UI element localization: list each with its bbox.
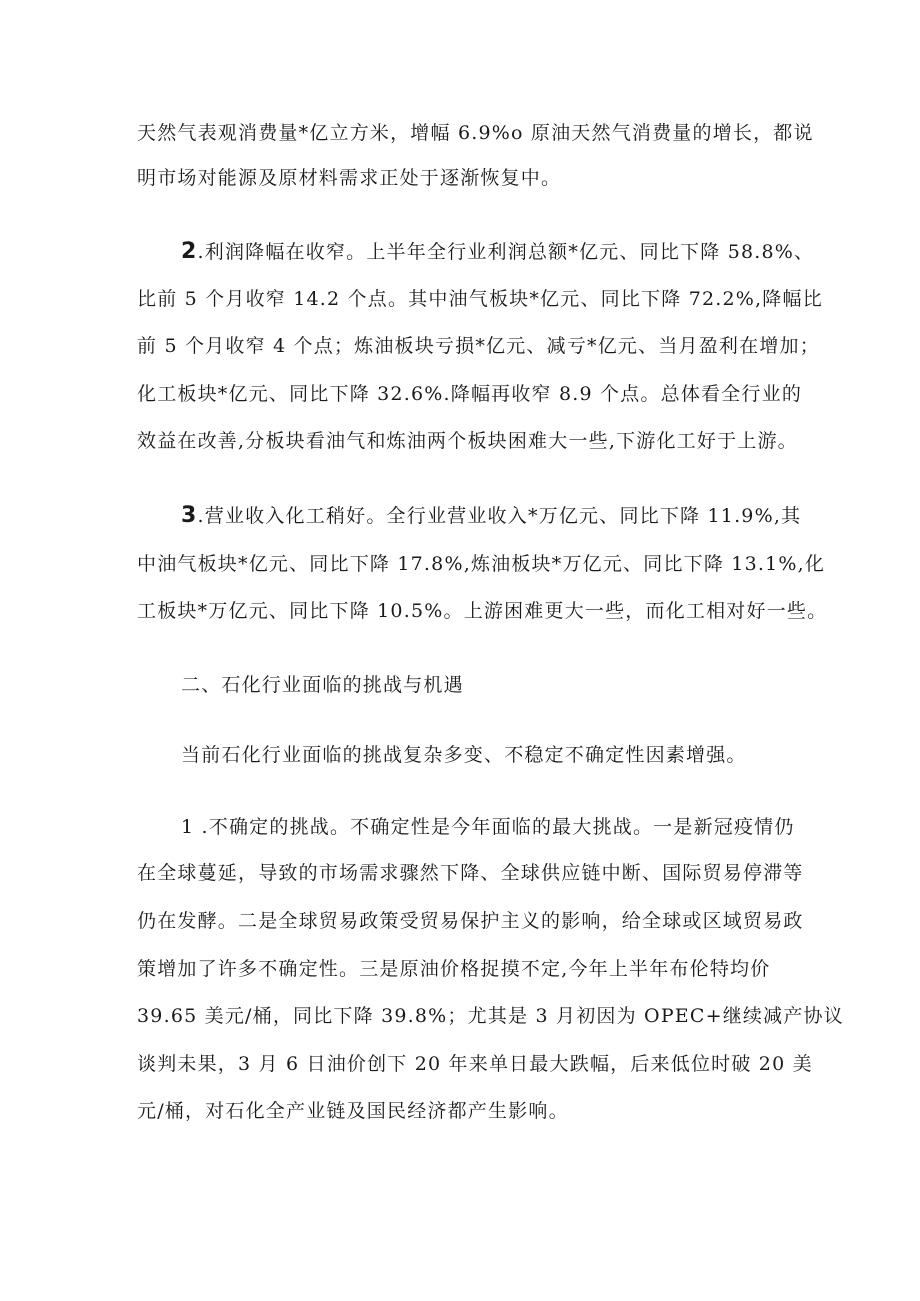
paragraph-3-first-line-text: .营业收入化工稍好。全行业营业收入*万亿元、同比下降 11.9%,其 (197, 505, 802, 527)
paragraph-2-first-line-text: .利润降幅在收窄。上半年全行业利润总额*亿元、同比下降 58.8%、 (197, 241, 815, 263)
section-heading: 二、石化行业面临的挑战与机遇 (181, 674, 464, 696)
paragraph-4-line-6: 谈判未果，3 月 6 日油价创下 20 年来单日最大跌幅，后来低位时破 20 美 (137, 1053, 813, 1075)
paragraph-4-line-7: 元/桶，对石化全产业链及国民经济都产生影响。 (137, 1100, 569, 1122)
paragraph-2-line-2: 比前 5 个月收窄 14.2 个点。其中油气板块*亿元、同比下降 72.2%,降幅比 (137, 288, 823, 310)
paragraph-3-line-2: 中油气板块*亿元、同比下降 17.8%,炼油板块*万亿元、同比下降 13.1%,化 (137, 553, 826, 575)
paragraph-2-line-1 (181, 240, 851, 264)
paragraph-3-number: 3 (181, 503, 198, 528)
paragraph-2-number: 2 (181, 239, 198, 264)
paragraph-4-line-5: 39.65 美元/桶，同比下降 39.8%；尤其是 3 月初因为 OPEC+继续减产协议 (137, 1005, 844, 1027)
paragraph-4-line-3: 仍在发酵。二是全球贸易政策受贸易保护主义的影响，给全球或区域贸易政 (137, 910, 804, 932)
paragraph-2-line-5: 效益在改善,分板块看油气和炼油两个板块困难大一些,下游化工好于上游。 (137, 430, 798, 452)
section-intro: 当前石化行业面临的挑战复杂多变、不稳定不确定性因素增强。 (181, 744, 747, 766)
paragraph-4-line-4: 策增加了许多不确定性。三是原油价格捉摸不定,今年上半年布伦特均价 (137, 958, 771, 980)
paragraph-3-line-3: 工板块*万亿元、同比下降 10.5%。上游困难更大一些，而化工相对好一些。 (137, 600, 828, 622)
paragraph-4-line-1: 1 .不确定的挑战。不确定性是今年面临的最大挑战。一是新冠疫情仍 (181, 816, 795, 838)
paragraph-2-line-3: 前 5 个月收窄 4 个点；炼油板块亏损*亿元、减亏*亿元、当月盈利在增加； (137, 335, 820, 357)
paragraph-1-line-1: 天然气表观消费量*亿立方米，增幅 6.9%o 原油天然气消费量的增长，都说 (137, 122, 814, 144)
paragraph-4-line-2: 在全球蔓延，导致的市场需求骤然下降、全球供应链中断、国际贸易停滞等 (137, 862, 804, 884)
paragraph-2-line-4: 化工板块*亿元、同比下降 32.6%.降幅再收窄 8.9 个点。总体看全行业的 (137, 383, 803, 405)
paragraph-3-line-1 (181, 504, 851, 528)
paragraph-1-line-2: 明市场对能源及原材料需求正处于逐渐恢复中。 (137, 167, 562, 189)
